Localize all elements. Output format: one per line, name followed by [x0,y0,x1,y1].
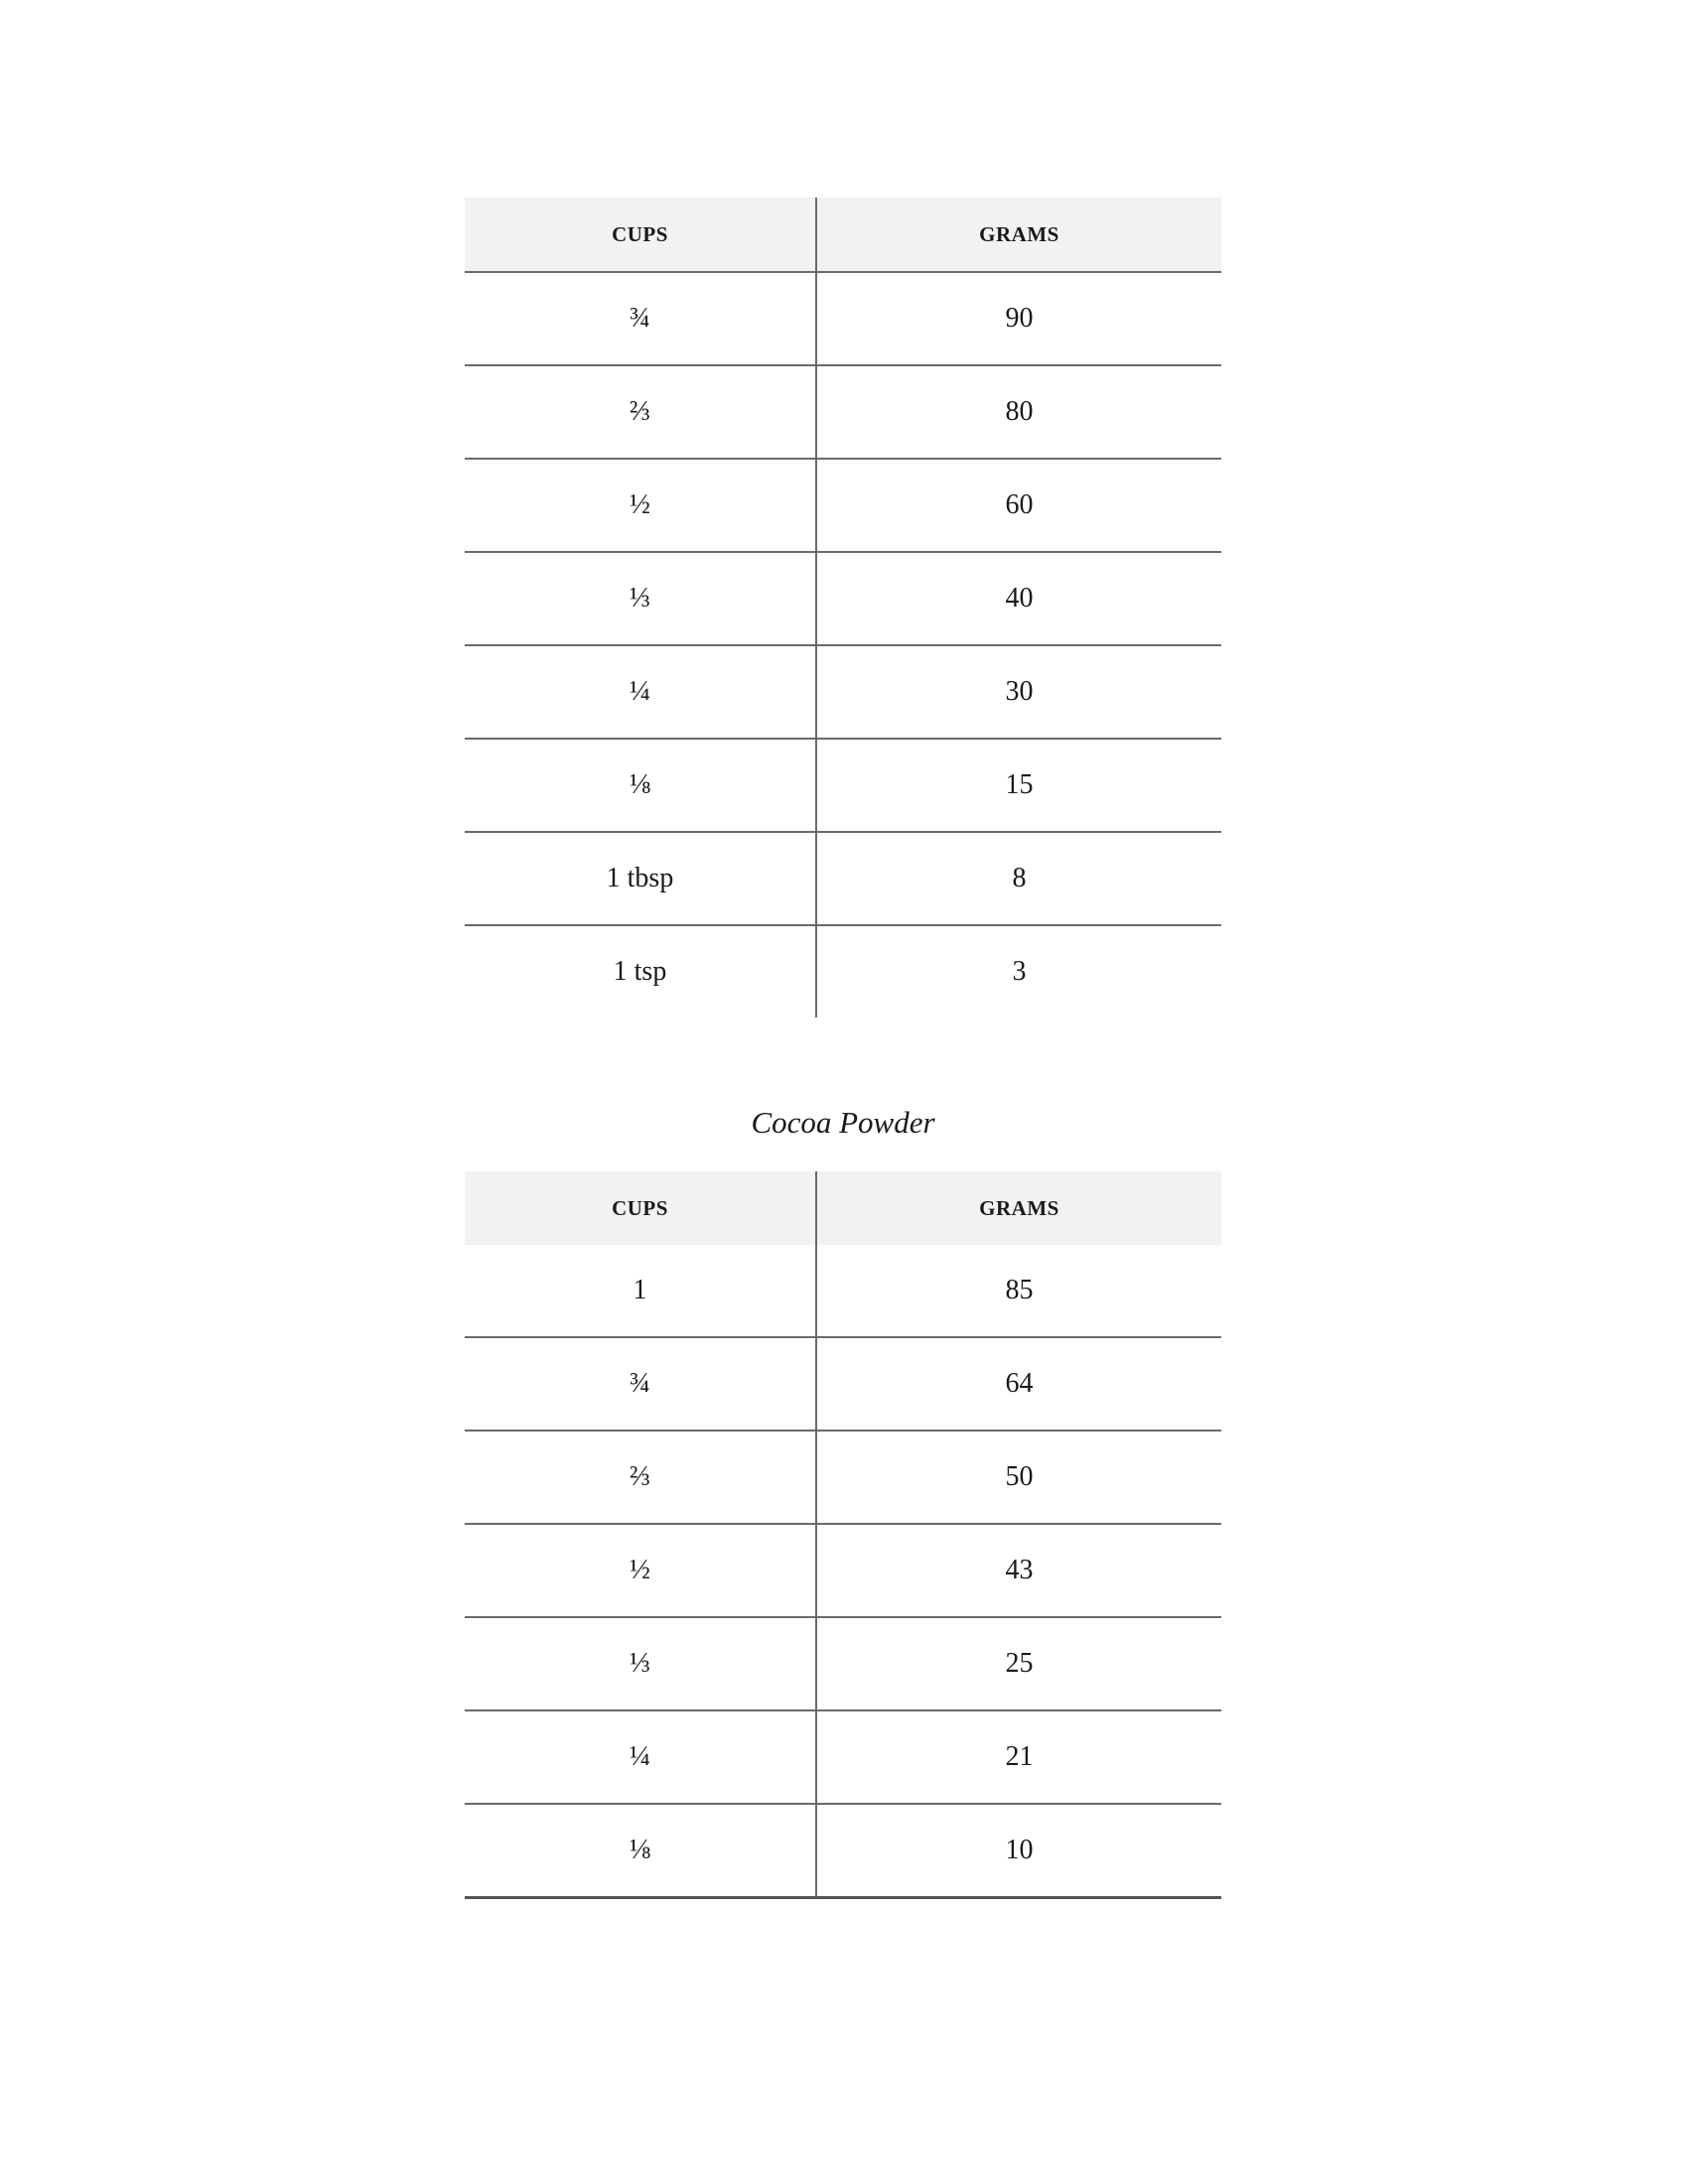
grams-cell: 10 [816,1804,1221,1898]
table-row [465,1431,1221,1524]
table-row [465,645,1221,739]
table-row [465,272,1221,365]
grams-cell: 60 [816,459,1221,552]
grams-cell: 90 [816,272,1221,365]
grams-cell: 30 [816,645,1221,739]
column-header-grams: GRAMS [816,1171,1221,1245]
cups-cell: ⅓ [465,552,816,645]
cups-cell: ¼ [465,645,816,739]
table-row [465,365,1221,459]
cups-cell: 1 tsp [465,925,816,1018]
table-row [465,552,1221,645]
grams-cell: 8 [816,832,1221,925]
cups-cell: ⅛ [465,739,816,832]
table-row [465,1245,1221,1337]
table-header-row [465,198,1221,272]
conversion-table-1 [465,198,1221,1018]
grams-cell: 40 [816,552,1221,645]
column-header-cups: CUPS [465,1171,816,1245]
cups-cell: ⅔ [465,365,816,459]
cups-cell: ¾ [465,272,816,365]
grams-cell: 43 [816,1524,1221,1617]
grams-cell: 3 [1012,956,1027,987]
table-row [465,1524,1221,1617]
table-row [465,739,1221,832]
cups-cell: ⅓ [465,1617,816,1710]
grams-cell: 21 [816,1710,1221,1804]
grams-cell: 50 [816,1431,1221,1524]
cups-cell: ¼ [465,1710,816,1804]
cups-cell: ¾ [465,1337,816,1431]
cups-cell: ½ [465,459,816,552]
cups-cell: ⅔ [465,1431,816,1524]
table-row [465,925,1221,1018]
grams-cell: 85 [816,1245,1221,1337]
column-header-grams: GRAMS [816,198,1221,272]
grams-cell: 80 [816,365,1221,459]
table-row [465,1337,1221,1431]
cups-cell: ½ [465,1524,816,1617]
cups-cell: 1 [465,1245,816,1337]
table-row [465,1617,1221,1710]
cups-cell: ⅛ [465,1804,816,1898]
table-header-row [465,1171,1221,1245]
grams-cell: 25 [816,1617,1221,1710]
table-row [465,1804,1221,1898]
column-header-cups: CUPS [465,198,816,272]
table-row [465,459,1221,552]
table-row [465,1710,1221,1804]
table-row [465,832,1221,925]
grams-cell: 64 [816,1337,1221,1431]
grams-cell: 15 [816,739,1221,832]
table-caption-cocoa-powder: Cocoa Powder [751,1105,935,1140]
cups-cell: 1 tbsp [465,832,816,925]
conversion-table-cocoa-powder [465,1171,1221,1899]
